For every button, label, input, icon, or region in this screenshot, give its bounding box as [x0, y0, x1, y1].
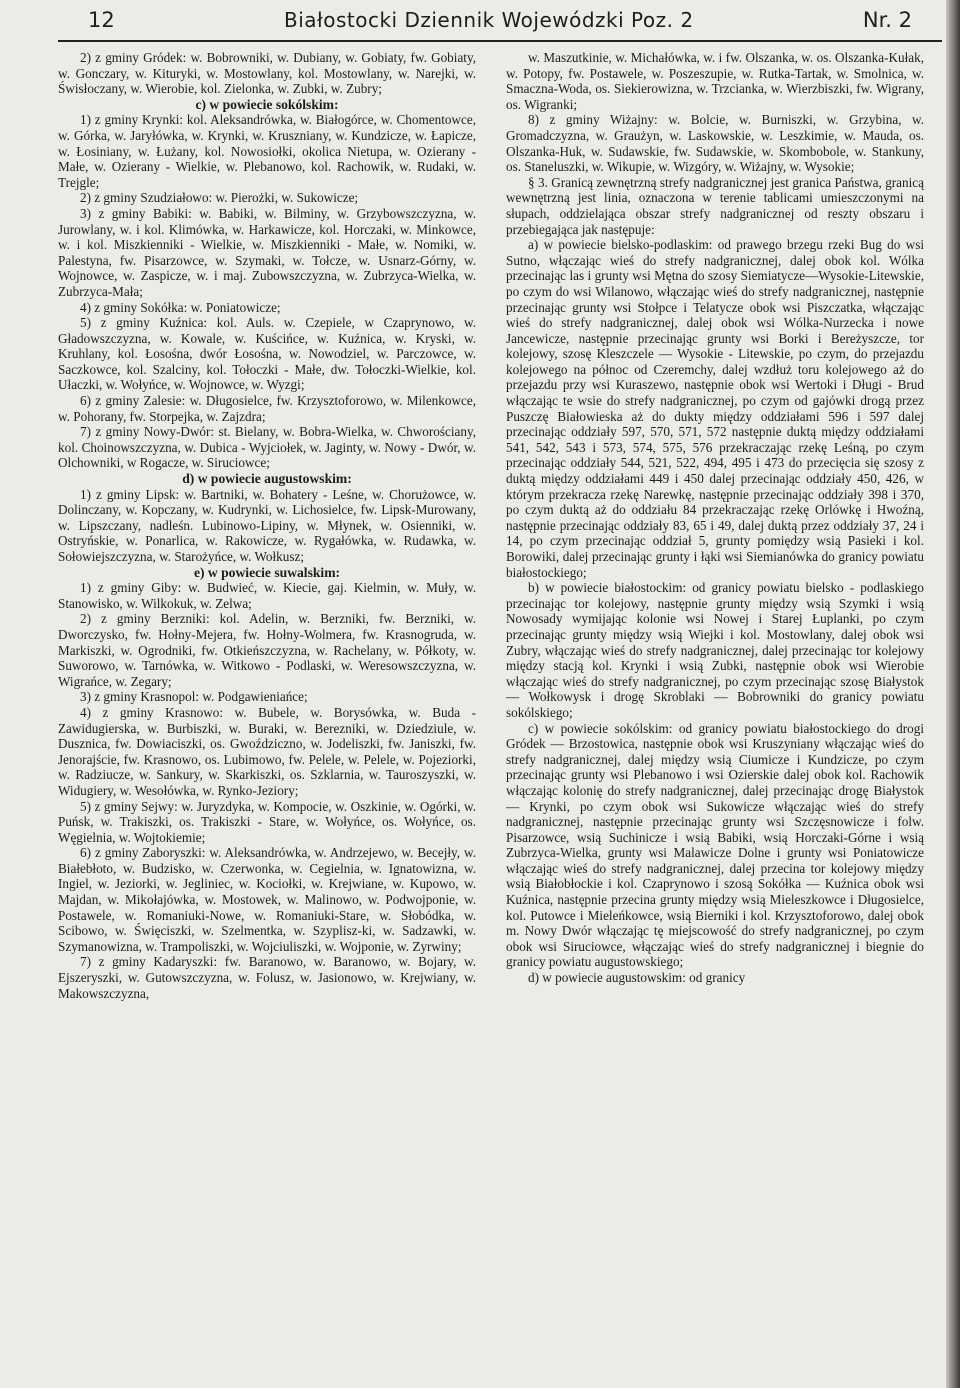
page-number: 12 — [88, 8, 115, 32]
paragraph: b) w powiecie białostockim: od granicy powiatu bielsko - podlaskiego przecinając tor kolejowy, następnie grunty między wsią Szymki i wsią Nowosady wymijając kolonie wsi Nowej i Starej Łuplanki, po czym przecinając grunty między wsią Wiejki i kol. Mostowlany, dalej obok wsi Zubry, włączając wieś do strefy nadgranicznej, dalej przecinając tor kolejowy między stacją kol. Krynki i wsią Zubki, następnie obok wsi Wierobie włączając wieś do strefy nadgranicznej, po czym przecinając szosę Białystok — Wołkowysk i drogę Skroblaki — Bobrowniki do granicy powiatu sokólskiego; — [506, 580, 924, 720]
text-columns — [58, 42, 942, 1380]
paragraph: 5) z gminy Sejwy: w. Juryzdyka, w. Kompocie, w. Oszkinie, w. Ogórki, w. Puńsk, w. Trakiszki, os. Trakiszki - Stare, w. Wołyńce, os. Wołyńce, os. Węgielnia, w. Wojtokiemie; — [58, 798, 476, 845]
paragraph: 6) z gminy Zalesie: w. Długosielce, fw. Krzysztoforowo, w. Milenkowce, w. Pohorany, fw. Storpejka, w. Zajzdra; — [58, 393, 476, 424]
paragraph: c) w powiecie sokólskim: od granicy powiatu białostockiego do drogi Gródek — Brzostowica, następnie obok wsi Kruszyniany włączając wieś do strefy nadgranicznej, dalej między wsią Ciumicze i Kundzicze, po czym przecinając grunty wsi Plebanowo i wsi Ozierskie dalej obok kol. Rachowik włączając kolonię do strefy nadgranicznej, dalej przecinając drogę Białystok — Krynki, po czym obok wsi Sukowicze włączając wieś do strefy nadgranicznej, następnie przecinając grunty wsi Szczęsnowicze i folw. Pisarzowce, wsią Suchinicze i wsią Babiki, wsią Horczaki-Górne i wsią Zubrzyca-Wielka, grunty wsi Malawicze Dolne i grunty wsi Poniatowicze włączając wieś do strefy nadgranicznej, dalej przecina tor kolejowy między wsią Białobłockie i kol. Czaprynowo i szosą Sokółka — Kuźnica obok wsi Kuźnica, następnie przecina grunty między wsią Mieleszkowce i Długosielce, kol. Putowce i Mieleńkowce, wsią Bierniki i kol. Krzysztoforowo, dalej obok m. Nowy Dwór włączając tę miejscowość do strefy nadgranicznej, po czym obok wsi Siruciowce, włączając wieś do strefy nadgranicznej i biegnie do granicy powiatu augustowskiego; — [506, 720, 924, 970]
page-header — [58, 0, 942, 42]
section-heading: c) w powiecie sokólskim: — [195, 96, 339, 112]
paragraph: 3) z gminy Krasnopol: w. Podgawieniańce; — [80, 689, 308, 705]
paragraph: d) w powiecie augustowskim: od granicy — [528, 970, 746, 986]
paragraph: 2) z gminy Szudziałowo: w. Pierożki, w. Sukowicze; — [80, 190, 359, 206]
binding-edge — [946, 0, 960, 1388]
paragraph: 3) z gminy Babiki: w. Babiki, w. Bilminy, w. Grzybowszczyzna, w. Jurowlany, w. i kol. Klimówka, w. Harkawicze, kol. Horczaki, w. Minkowce, w. i kol. Miszkienniki - Wielkie, w. Miszkienniki - Małe, w. Nomiki, w. Palestyna, fw. Pisarzowce, w. Szymaki, w. Tołcze, w. Usnarz-Górny, w. Wojnowce, w. Zaspicze, w. i maj. Zubowszczyzna, w. Zubrzyca-Wielka, w. Zubrzyca-Mała; — [58, 205, 476, 299]
paragraph: 2) z gminy Gródek: w. Bobrowniki, w. Dubiany, w. Gobiaty, fw. Gobiaty, w. Gonczary, w. Kituryki, w. Mostowlany, kol. Mostowlany, w. Narejki, w. Świsłoczany, w. Wierobie, kol. Zielonka, w. Zubki, w. Zubry; — [58, 50, 476, 97]
section-heading: d) w powiecie augustowskim: — [182, 471, 352, 487]
paragraph: 1) z gminy Lipsk: w. Bartniki, w. Bohatery - Leśne, w. Chorużowce, w. Dolinczany, w. Kopczany, w. Kudrynki, w. Lichosielce, fw. Lipsk-Murowany, w. Lipszczany, nadleśn. Lubinowo-Lipiny, w. Młynek, w. Osienniki, w. Ostryńskie, w. Ponarlica, w. Rakowicze, w. Rygałówka, w. Rudawka, w. Sołowiejszczyzna, w. Starożyńce, w. Wołkusz; — [58, 486, 476, 564]
paragraph: 4) z gminy Krasnowo: w. Bubele, w. Borysówka, w. Buda - Zawidugierska, w. Burbiszki, w. Buraki, w. Berezniki, w. Dziedziule, w. Dusznica, fw. Dowiaciszki, os. Gwoździczno, w. Jodeliszki, fw. Janiszki, fw. Jenorajście, fw. Krasnowo, os. Lubimowo, fw. Pelele, w. Pelele, w. Pojeziorki, w. Radziucze, w. Sankury, w. Skarkiszki, os. Szklarnia, w. Tauroszyszki, w. Widugiery, w. Wesołówka, w. Rynko-Jeziory; — [58, 704, 476, 798]
paragraph: 1) z gminy Krynki: kol. Aleksandrówka, w. Białogórce, w. Chomentowce, w. Górka, w. Jaryłówka, w. Krynki, w. Kruszniany, w. Kundzicze, w. Łapicze, w. Łosiniany, w. Łużany, kol. Nowosiołki, okolica Nietupa, w. Ozierany - Małe, w. Ozierany - Wielkie, w. Plebanowo, kol. Rachowik, w. Rudaki, w. Trejgle; — [58, 112, 476, 190]
paragraph: 8) z gminy Wiżajny: w. Bolcie, w. Burniszki, w. Grzybina, w. Gromadczyzna, w. Graużyn, w. Laskowskie, w. Leszkimie, w. Mauda, os. Olszanka-Huk, w. Sudawskie, fw. Sudawskie, w. Skombobole, w. Stankuny, os. Staneluszki, w. Wikupie, w. Wizgóry, w. Wiżajny, w. Wysokie; — [506, 112, 924, 175]
paragraph: 5) z gminy Kuźnica: kol. Auls. w. Czepiele, w Czaprynowo, w. Gładowszczyzna, w. Kowale, w. Kuścińce, w. Kuźnica, w. Kryski, w. Kruhlany, kol. Łosośna, dwór Łosośna, w. Nowodziel, w. Parczowce, w. Saczkowce, kol. Szalciny, kol. Tołoczki - Małe, dw. Tołoczki-Wielkie, kol. Ułaczki, w. Wołyńce, w. Wojnowce, w. Wyzgi; — [58, 315, 476, 393]
section-heading: e) w powiecie suwalskim: — [193, 564, 341, 580]
paragraph: 2) z gminy Berzniki: kol. Adelin, w. Berzniki, fw. Berzniki, w. Dworczysko, fw. Hołny-Mejera, fw. Hołny-Wolmera, fw. Krasnogruda, w. Markiszki, w. Ogrodniki, fw. Otkieńszczyzna, w. Rachelany, w. Półkoty, w. Suworowo, w. Tarnówka, w. Witkowo - Podlaski, w. Weresowszczyzna, w. Wigrańce, w. Zegary; — [58, 611, 476, 689]
paragraph: w. Maszutkinie, w. Michałówka, w. i fw. Olszanka, w. os. Olszanka-Kułak, w. Potopy, fw. Postawele, w. Poszeszupie, w. Rutka-Tartak, w. Smolnica, w. Smaczna-Woda, os. Siekierowizna, w. Trzcianka, w. Wierzbiszki, fw. Wigrany, os. Wigranki; — [506, 50, 924, 112]
right-column — [506, 50, 924, 1380]
paragraph: 7) z gminy Kadaryszki: fw. Baranowo, w. Baranowo, w. Bojary, w. Ejszeryszki, w. Gutowszczyzna, w. Folusz, w. Jasionowo, w. Krejwiany, w. Makowszczyzna, — [58, 954, 476, 1001]
journal-title: Białostocki Dziennik Wojewódzki Poz. 2 — [284, 8, 694, 32]
issue-number: Nr. 2 — [862, 8, 912, 32]
paragraph: § 3. Granicą zewnętrzną strefy nadgranicznej jest granica Państwa, granicą wewnętrzną jest linia, oznaczona w terenie tablicami umieszczonymi na słupach, oddzielająca obszar strefy nadgranicznej od reszty obszaru i przebiegająca jak następuje: — [506, 174, 924, 237]
paragraph: 4) z gminy Sokółka: w. Poniatowicze; — [80, 299, 281, 315]
paragraph: a) w powiecie bielsko-podlaskim: od prawego brzegu rzeki Bug do wsi Sutno, włączając wieś do strefy nadgranicznej, dalej obok kol. Wólka przecinając las i grunty wsi Mętna do szosy Siemiatycze—Wysokie-Litewskie, po czym do wsi Wilanowo, włączając wieś do strefy nadgranicznej, następnie przecinając grunty wsi Stołpce i Telatycze obok wsi Piszczatka, włączając wieś do strefy nadgranicznej, dalej obok wsi Wólka-Nurzecka i nowe Jancewicze, następnie przecinając grunty wsi Borki i Bereżyszcze, tor kolejowy, szosę Kleszczele — Wysokie - Litewskie, po czym, do przejazdu kolejowego na północ od Czeremchy, dalej wzdłuż toru kolejowego aż do przejazdu przy wsi Kuraszewo, następnie obok wsi Wertoki i Długi - Brud włączając te wsie do strefy nadgranicznej, po czym od gajówki drogą przez Puszczę Białowieska aż do dukty między oddziałami 596 i 597 dalej przecinając oddziały 597, 570, 571, 572 następnie duktą między oddziałami 541, 542, 543 i 573, 574, 575, 576 przekraczając rzekę Leśną, po czym przecinając oddziały 544, 521, 522, 494, 495 i 473 do przecięcia się szosy z duktą między oddziałami 449 i 450 dalej przecinając oddziały 450, 426, w którym przekracza rzekę Narewkę, następnie przecinając oddziały 398 i 370, po czym duktą aż do oddziału 84 przekraczając rzekę Orlówkę i Hwoźną, następnie przecinając oddziały 83, 65 i 49, dalej duktą przez oddziały 37, 24 i 14, po czym przecinając oddział 5, grunty pomiędzy wsią Pasieki i kol. Borowiki, dalej przecinając grunty i łąki wsi Siemianówka do granicy powiatu białostockiego; — [506, 237, 924, 580]
paragraph: 7) z gminy Nowy-Dwór: st. Bielany, w. Bobra-Wielka, w. Chworościany, kol. Choinowszczyzna, w. Dubica - Wyjciołek, w. Jaginty, w. Nowy - Dwór, w. Olchowniki, w Rogacze, w. Siruciowce; — [58, 424, 476, 471]
left-column — [58, 50, 476, 1380]
paragraph: 6) z gminy Zaboryszki: w. Aleksandrówka, w. Andrzejewo, w. Becejły, w. Białebłoto, w. Budzisko, w. Czerwonka, w. Cegielnia, w. Ignatowizna, w. Ingiel, w. Jeziorki, w. Jegliniec, w. Kociołki, w. Krejwiane, w. Kupowo, w. Majdan, w. Mikołajówka, w. Mostowek, w. Malinowo, w. Podwojponie, w. Postawele, w. Romaniuki-Nowe, w. Romaniuki-Stare, w. Słobódka, w. Scibowo, w. Święciszki, w. Szelmentka, w. Szyplisz-ki, w. Sadzawki, w. Szymanowizna, w. Trampoliszki, w. Wojciuliszki, w. Wojponie, w. Zyrwiny; — [58, 845, 476, 954]
paragraph: 1) z gminy Giby: w. Budwieć, w. Kiecie, gaj. Kielmin, w. Muły, w. Stanowisko, w. Wilkokuk, w. Zelwa; — [58, 580, 476, 611]
